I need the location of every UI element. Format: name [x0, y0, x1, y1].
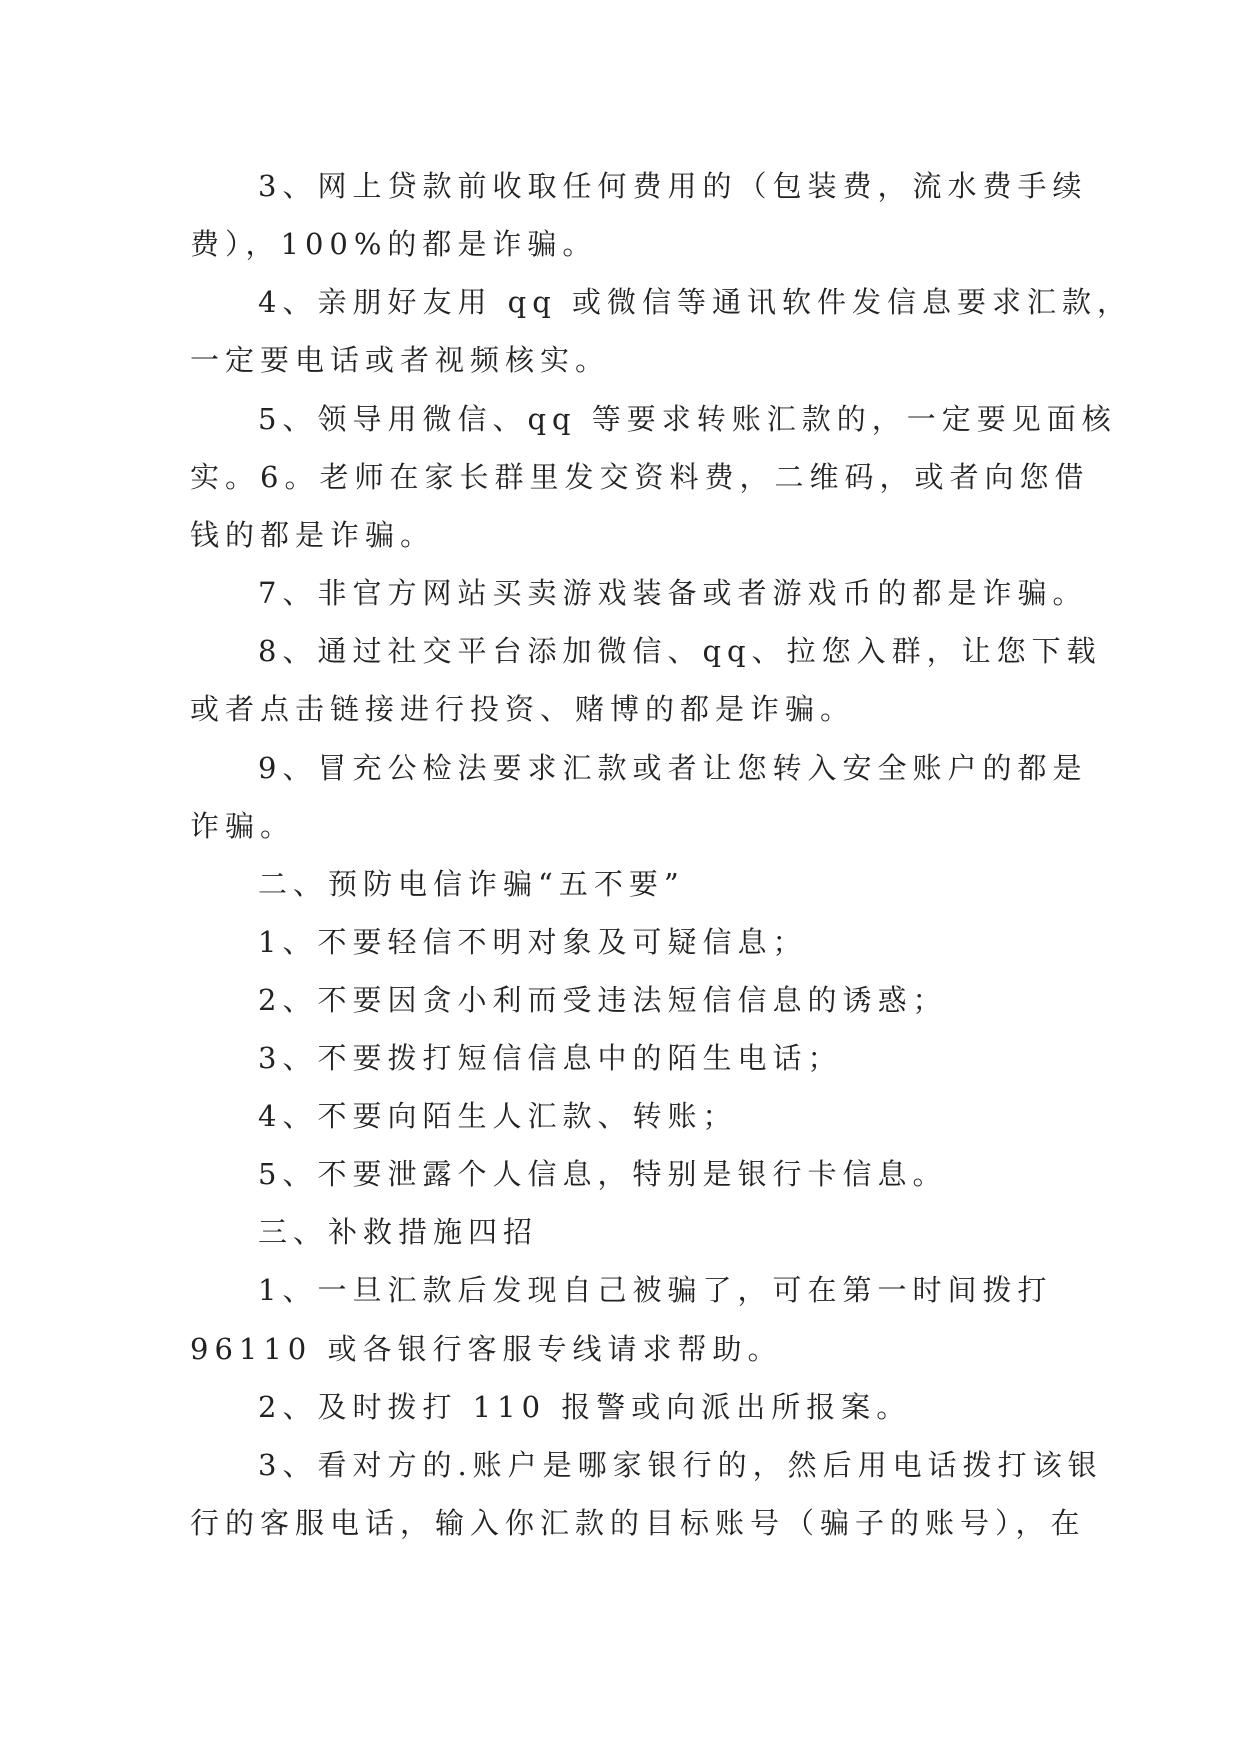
text-line: 一定要电话或者视频核实。	[190, 343, 611, 377]
text-line: 9、冒充公检法要求汇款或者让您转入安全账户的都是	[258, 751, 1088, 785]
text-line: 2、及时拨打 110 报警或向派出所报案。	[258, 1390, 912, 1424]
text-line: 3、看对方的.账户是哪家银行的，然后用电话拨打该银	[258, 1448, 1103, 1482]
text-line: 行的客服电话，输入你汇款的目标账号（骗子的账号），在	[190, 1506, 1086, 1540]
text-line: 8、通过社交平台添加微信、qq、拉您入群，让您下载	[258, 634, 1102, 668]
text-line: 7、非官方网站买卖游戏装备或者游戏币的都是诈骗。	[258, 576, 1088, 610]
text-line: 3、网上贷款前收取任何费用的（包装费，流水费手续	[258, 169, 1088, 203]
text-line: 5、不要泄露个人信息，特别是银行卡信息。	[258, 1157, 948, 1191]
text-line: 5、领导用微信、qq 等要求转账汇款的，一定要见面核	[258, 402, 1117, 436]
text-line: 钱的都是诈骗。	[190, 518, 436, 552]
text-line: 诈骗。	[190, 809, 296, 843]
text-line: 1、一旦汇款后发现自己被骗了，可在第一时间拨打	[258, 1273, 1053, 1307]
section-heading: 二、预防电信诈骗“五不要”	[258, 867, 685, 901]
text-line: 实。6。老师在家长群里发交资料费，二维码，或者向您借	[190, 460, 1090, 494]
text-line: 96110 或各银行客服专线请求帮助。	[190, 1332, 783, 1366]
text-line: 4、亲朋好友用 qq 或微信等通讯软件发信息要求汇款，	[258, 285, 1133, 319]
text-line: 3、不要拨打短信信息中的陌生电话；	[258, 1041, 843, 1075]
text-line: 1、不要轻信不明对象及可疑信息；	[258, 925, 808, 959]
text-line: 4、不要向陌生人汇款、转账；	[258, 1099, 738, 1133]
text-line: 费），100%的都是诈骗。	[190, 227, 598, 261]
section-heading: 三、补救措施四招	[258, 1215, 539, 1249]
text-line: 2、不要因贪小利而受违法短信信息的诱惑；	[258, 983, 948, 1017]
text-line: 或者点击链接进行投资、赌博的都是诈骗。	[190, 692, 856, 726]
